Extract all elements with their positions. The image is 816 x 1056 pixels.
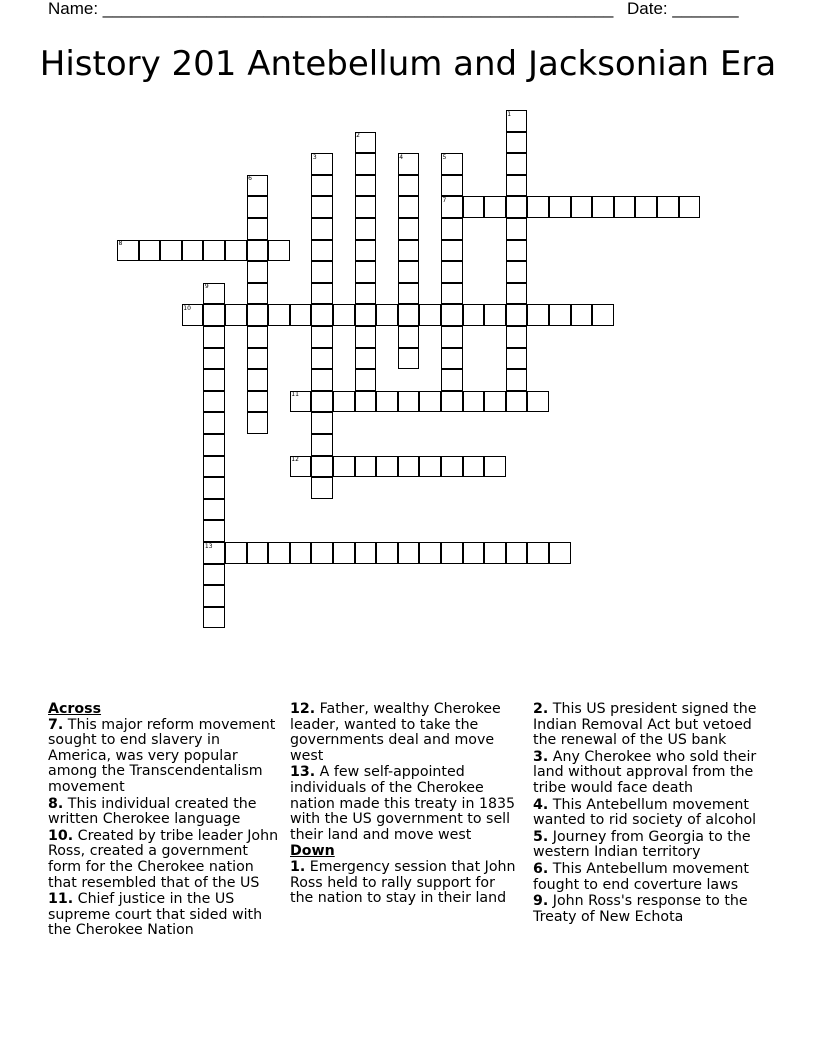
grid-cell[interactable]: [311, 477, 333, 499]
grid-cell[interactable]: [311, 175, 333, 197]
grid-cell[interactable]: [311, 434, 333, 456]
grid-cell[interactable]: [355, 218, 377, 240]
grid-cell[interactable]: [441, 326, 463, 348]
across-clue: 11. Chief justice in the US supreme court that sided with the Cherokee Nation: [48, 891, 263, 939]
grid-cell[interactable]: [268, 240, 290, 262]
grid-cell[interactable]: [679, 196, 701, 218]
grid-cell[interactable]: [549, 542, 571, 564]
grid-cell[interactable]: [506, 218, 528, 240]
grid-cell[interactable]: [571, 196, 593, 218]
grid-cell[interactable]: [506, 326, 528, 348]
date-field-line: Date: _______: [627, 0, 739, 18]
grid-cell[interactable]: [657, 196, 679, 218]
grid-cell[interactable]: [203, 391, 225, 413]
grid-cell[interactable]: [203, 434, 225, 456]
down-clue: 9. John Ross's response to the Treaty of New Echota: [533, 893, 748, 925]
grid-cell[interactable]: [311, 412, 333, 434]
across-clue: 13. A few self-appointed individuals of the Cherokee nation made this treaty in 1835 with the US government to sell their land and move west: [290, 764, 516, 843]
grid-cell[interactable]: [419, 542, 441, 564]
grid-cell[interactable]: [290, 542, 312, 564]
grid-cell[interactable]: [311, 283, 333, 305]
down-clue: 3. Any Cherokee who sold their land without approval from the tribe would face death: [533, 748, 757, 796]
grid-cell[interactable]: [311, 304, 333, 326]
grid-cell[interactable]: [225, 542, 247, 564]
grid-cell[interactable]: [484, 391, 506, 413]
across-heading: Across: [48, 701, 102, 717]
grid-cell[interactable]: [355, 456, 377, 478]
grid-cell[interactable]: [398, 391, 420, 413]
grid-cell[interactable]: [247, 348, 269, 370]
grid-cell[interactable]: [203, 240, 225, 262]
across-clue: 12. Father, wealthy Cherokee leader, wanted to take the governments deal and move west: [290, 701, 501, 764]
grid-cell[interactable]: [398, 456, 420, 478]
grid-cell[interactable]: [484, 304, 506, 326]
grid-cell[interactable]: [355, 391, 377, 413]
grid-cell[interactable]: [398, 240, 420, 262]
grid-cell[interactable]: [160, 240, 182, 262]
grid-cell[interactable]: [203, 326, 225, 348]
grid-cell[interactable]: [398, 542, 420, 564]
grid-cell[interactable]: [527, 196, 549, 218]
grid-cell[interactable]: [355, 326, 377, 348]
grid-cell[interactable]: [592, 196, 614, 218]
grid-cell[interactable]: [527, 304, 549, 326]
clue-number-label: 5: [442, 153, 447, 161]
grid-cell[interactable]: [398, 196, 420, 218]
clue-number-label: 8: [118, 240, 123, 248]
grid-cell[interactable]: [441, 348, 463, 370]
grid-cell[interactable]: [441, 175, 463, 197]
grid-cell[interactable]: [203, 520, 225, 542]
clue-number-label: 2: [356, 132, 360, 140]
across-clue: 7. This major reform movement sought to end slavery in America, was very popular among the Transcendentalism movement: [48, 716, 276, 795]
grid-cell[interactable]: [484, 196, 506, 218]
grid-cell[interactable]: [203, 607, 225, 629]
grid-cell[interactable]: [398, 348, 420, 370]
grid-cell[interactable]: [203, 585, 225, 607]
grid-cell[interactable]: [506, 261, 528, 283]
grid-cell[interactable]: [290, 304, 312, 326]
grid-cell[interactable]: [355, 348, 377, 370]
grid-cell[interactable]: [247, 412, 269, 434]
clue-number-label: 13: [204, 542, 213, 550]
grid-cell[interactable]: [355, 542, 377, 564]
grid-cell[interactable]: [398, 326, 420, 348]
clue-number-label: 7: [442, 196, 447, 204]
grid-cell[interactable]: [484, 456, 506, 478]
down-clue: 6. This Antebellum movement fought to end coverture laws: [533, 860, 749, 893]
clues-column-1: [48, 702, 284, 940]
grid-cell[interactable]: [311, 348, 333, 370]
grid-cell[interactable]: [463, 304, 485, 326]
clue-number-label: 1: [507, 110, 512, 118]
grid-cell[interactable]: [506, 391, 528, 413]
grid-cell[interactable]: [311, 196, 333, 218]
grid-cell[interactable]: [506, 153, 528, 175]
grid-cell[interactable]: [398, 175, 420, 197]
clue-number-label: 10: [183, 304, 191, 312]
grid-cell[interactable]: [506, 304, 528, 326]
grid-cell[interactable]: [139, 240, 161, 262]
clue-number-label: 3: [312, 153, 317, 161]
page-title: History 201 Antebellum and Jacksonian Era: [39, 44, 777, 84]
grid-cell[interactable]: [571, 304, 593, 326]
grid-cell[interactable]: [376, 542, 398, 564]
clue-number-label: 4: [399, 153, 404, 161]
grid-cell[interactable]: [463, 196, 485, 218]
grid-cell[interactable]: [203, 499, 225, 521]
grid-cell[interactable]: [527, 391, 549, 413]
grid-cell[interactable]: [376, 456, 398, 478]
grid-cell[interactable]: [182, 240, 204, 262]
grid-cell[interactable]: [268, 542, 290, 564]
grid-cell[interactable]: [247, 196, 269, 218]
grid-cell[interactable]: [419, 456, 441, 478]
grid-cell[interactable]: [203, 304, 225, 326]
grid-cell[interactable]: [376, 391, 398, 413]
grid-cell[interactable]: [549, 304, 571, 326]
grid-cell[interactable]: [247, 542, 269, 564]
grid-cell[interactable]: [549, 196, 571, 218]
grid-cell[interactable]: [311, 542, 333, 564]
grid-cell[interactable]: [398, 304, 420, 326]
down-clue: 1. Emergency session that John Ross held to rally support for the nation to stay in their land: [290, 858, 516, 907]
grid-cell[interactable]: [203, 369, 225, 391]
grid-cell[interactable]: [203, 348, 225, 370]
grid-cell[interactable]: [247, 369, 269, 391]
grid-cell[interactable]: [441, 456, 463, 478]
grid-cell[interactable]: [419, 391, 441, 413]
grid-cell[interactable]: [506, 369, 528, 391]
grid-cell[interactable]: [225, 304, 247, 326]
grid-cell[interactable]: [355, 175, 377, 197]
grid-cell[interactable]: [247, 391, 269, 413]
grid-cell[interactable]: [506, 240, 528, 262]
grid-cell[interactable]: [311, 456, 333, 478]
grid-cell[interactable]: [398, 261, 420, 283]
grid-cell[interactable]: [355, 261, 377, 283]
grid-cell[interactable]: [247, 283, 269, 305]
clue-number-label: 12: [291, 456, 299, 464]
grid-cell[interactable]: [247, 261, 269, 283]
grid-cell[interactable]: [506, 283, 528, 305]
grid-cell[interactable]: [311, 326, 333, 348]
down-clue: 4. This Antebellum movement wanted to rid society of alcohol: [533, 796, 757, 829]
grid-cell[interactable]: [441, 283, 463, 305]
grid-cell[interactable]: [614, 196, 636, 218]
grid-cell[interactable]: [333, 542, 355, 564]
grid-cell[interactable]: [506, 348, 528, 370]
grid-cell[interactable]: [484, 542, 506, 564]
grid-cell[interactable]: [311, 240, 333, 262]
grid-cell[interactable]: [333, 456, 355, 478]
across-clue: 8. This individual created the written Cherokee language: [48, 795, 257, 828]
grid-cell[interactable]: [268, 304, 290, 326]
grid-cell[interactable]: [247, 240, 269, 262]
grid-cell[interactable]: [203, 456, 225, 478]
grid-cell[interactable]: [398, 218, 420, 240]
grid-cell[interactable]: [203, 477, 225, 499]
grid-cell[interactable]: [463, 391, 485, 413]
grid-cell[interactable]: [355, 196, 377, 218]
grid-cell[interactable]: [441, 369, 463, 391]
grid-cell[interactable]: [506, 542, 528, 564]
name-field-line: Name: ______________________________________________________: [48, 0, 614, 18]
across-clue: 10. Created by tribe leader John Ross, created a government form for the Cherokee nation that resembled that of the US: [48, 827, 279, 891]
grid-cell[interactable]: [311, 369, 333, 391]
grid-cell[interactable]: [592, 304, 614, 326]
grid-cell[interactable]: [506, 196, 528, 218]
grid-cell[interactable]: [247, 304, 269, 326]
grid-cell[interactable]: [203, 412, 225, 434]
down-clue: 2. This US president signed the Indian Removal Act but vetoed the renewal of the US bank: [533, 701, 757, 749]
clues-column-3: [533, 702, 773, 926]
grid-cell[interactable]: [441, 261, 463, 283]
grid-cell[interactable]: [441, 304, 463, 326]
grid-cell[interactable]: [355, 304, 377, 326]
grid-cell[interactable]: [355, 369, 377, 391]
grid-cell[interactable]: [463, 542, 485, 564]
grid-cell[interactable]: [463, 456, 485, 478]
grid-cell[interactable]: [311, 391, 333, 413]
grid-cell[interactable]: [419, 304, 441, 326]
grid-cell[interactable]: [355, 153, 377, 175]
clue-number-label: 6: [248, 175, 252, 183]
grid-cell[interactable]: [203, 564, 225, 586]
clues-column-2: [290, 702, 522, 908]
grid-cell[interactable]: [376, 304, 398, 326]
grid-cell[interactable]: [441, 391, 463, 413]
grid-cell[interactable]: [506, 132, 528, 154]
clue-number-label: 11: [291, 391, 299, 399]
grid-cell[interactable]: [225, 240, 247, 262]
grid-cell[interactable]: [333, 391, 355, 413]
clue-number-label: 9: [204, 283, 209, 291]
grid-cell[interactable]: [635, 196, 657, 218]
grid-cell[interactable]: [311, 261, 333, 283]
grid-cell[interactable]: [441, 218, 463, 240]
grid-cell[interactable]: [441, 542, 463, 564]
grid-cell[interactable]: [311, 218, 333, 240]
grid-cell[interactable]: [333, 304, 355, 326]
grid-cell[interactable]: [355, 240, 377, 262]
grid-cell[interactable]: [355, 283, 377, 305]
grid-cell[interactable]: [527, 542, 549, 564]
grid-cell[interactable]: [398, 283, 420, 305]
grid-cell[interactable]: [247, 326, 269, 348]
down-heading: Down: [290, 843, 335, 860]
grid-cell[interactable]: [441, 240, 463, 262]
down-clue: 5. Journey from Georgia to the western Indian territory: [533, 828, 751, 861]
grid-cell[interactable]: [247, 218, 269, 240]
grid-cell[interactable]: [506, 175, 528, 197]
